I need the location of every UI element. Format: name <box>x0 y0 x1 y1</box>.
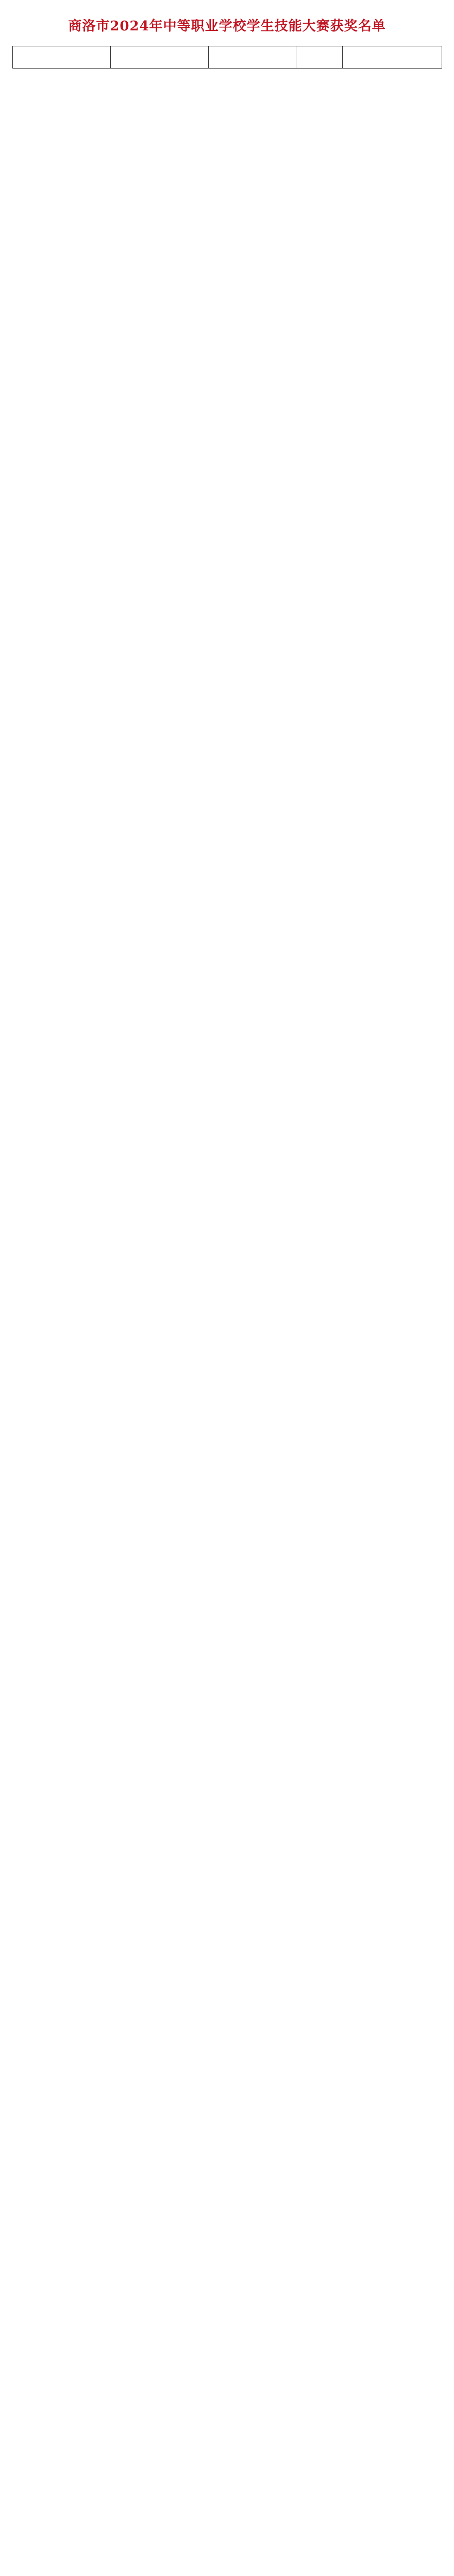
column-header-student <box>111 46 209 69</box>
document-title: 商洛市2024年中等职业学校学生技能大赛获奖名单 <box>68 19 386 34</box>
awards-table <box>12 46 442 69</box>
column-header-event <box>13 46 111 69</box>
table-header-row <box>13 46 442 69</box>
column-header-teacher <box>209 46 296 69</box>
column-header-award <box>296 46 343 69</box>
column-header-school <box>343 46 442 69</box>
page <box>0 0 454 89</box>
